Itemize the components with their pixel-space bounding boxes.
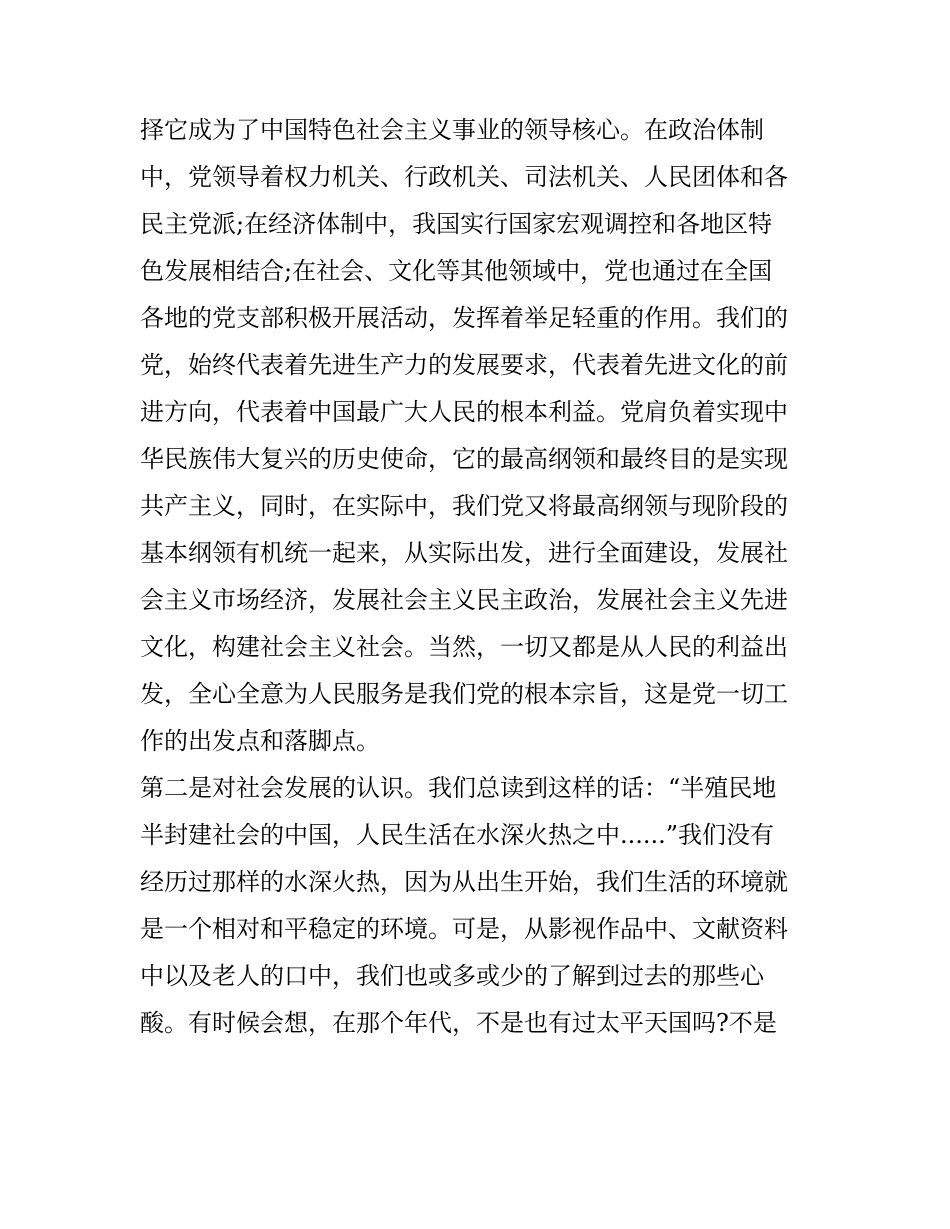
text-line-2: 中，党领导着权力机关、行政机关、司法机关、人民团体和各 xyxy=(140,163,788,191)
text-line-3: 民主党派;在经济体制中，我国实行国家宏观调控和各地区特 xyxy=(140,210,773,238)
text-line-8: 华民族伟大复兴的历史使命，它的最高纲领和最终目的是实现 xyxy=(140,445,788,473)
text-line-12: 文化，构建社会主义社会。当然，一切又都是从人民的利益出 xyxy=(140,633,788,661)
text-line-19: 中以及老人的口中，我们也或多或少的了解到过去的那些心 xyxy=(140,962,764,990)
text-line-18: 是一个相对和平稳定的环境。可是，从影视作品中、文献资料 xyxy=(140,915,788,943)
text-line-5: 各地的党支部积极开展活动，发挥着举足轻重的作用。我们的 xyxy=(140,304,788,332)
text-line-7: 进方向，代表着中国最广大人民的根本利益。党肩负着实现中 xyxy=(140,398,788,426)
body-text xyxy=(140,107,820,1047)
text-line-14: 作的出发点和落脚点。 xyxy=(140,727,380,755)
text-line-6: 党，始终代表着先进生产力的发展要求，代表着先进文化的前 xyxy=(140,351,788,379)
text-line-20: 酸。有时候会想，在那个年代，不是也有过太平天国吗?不是 xyxy=(140,1009,777,1037)
text-line-1: 择它成为了中国特色社会主义事业的领导核心。在政治体制 xyxy=(140,116,764,144)
text-line-16: 半封建社会的中国，人民生活在水深火热之中......”我们没有 xyxy=(140,821,775,849)
text-line-13: 发，全心全意为人民服务是我们党的根本宗旨，这是党一切工 xyxy=(140,680,788,708)
text-line-17: 经历过那样的水深火热，因为从出生开始，我们生活的环境就 xyxy=(140,868,788,896)
text-line-9: 共产主义，同时，在实际中，我们党又将最高纲领与现阶段的 xyxy=(140,492,788,520)
text-line-15: 第二是对社会发展的认识。我们总读到这样的话：“半殖民地 xyxy=(140,774,777,802)
text-line-11: 会主义市场经济，发展社会主义民主政治，发展社会主义先进 xyxy=(140,586,788,614)
text-line-4: 色发展相结合;在社会、文化等其他领域中，党也通过在全国 xyxy=(140,257,773,285)
text-line-10: 基本纲领有机统一起来，从实际出发，进行全面建设，发展社 xyxy=(140,539,788,567)
